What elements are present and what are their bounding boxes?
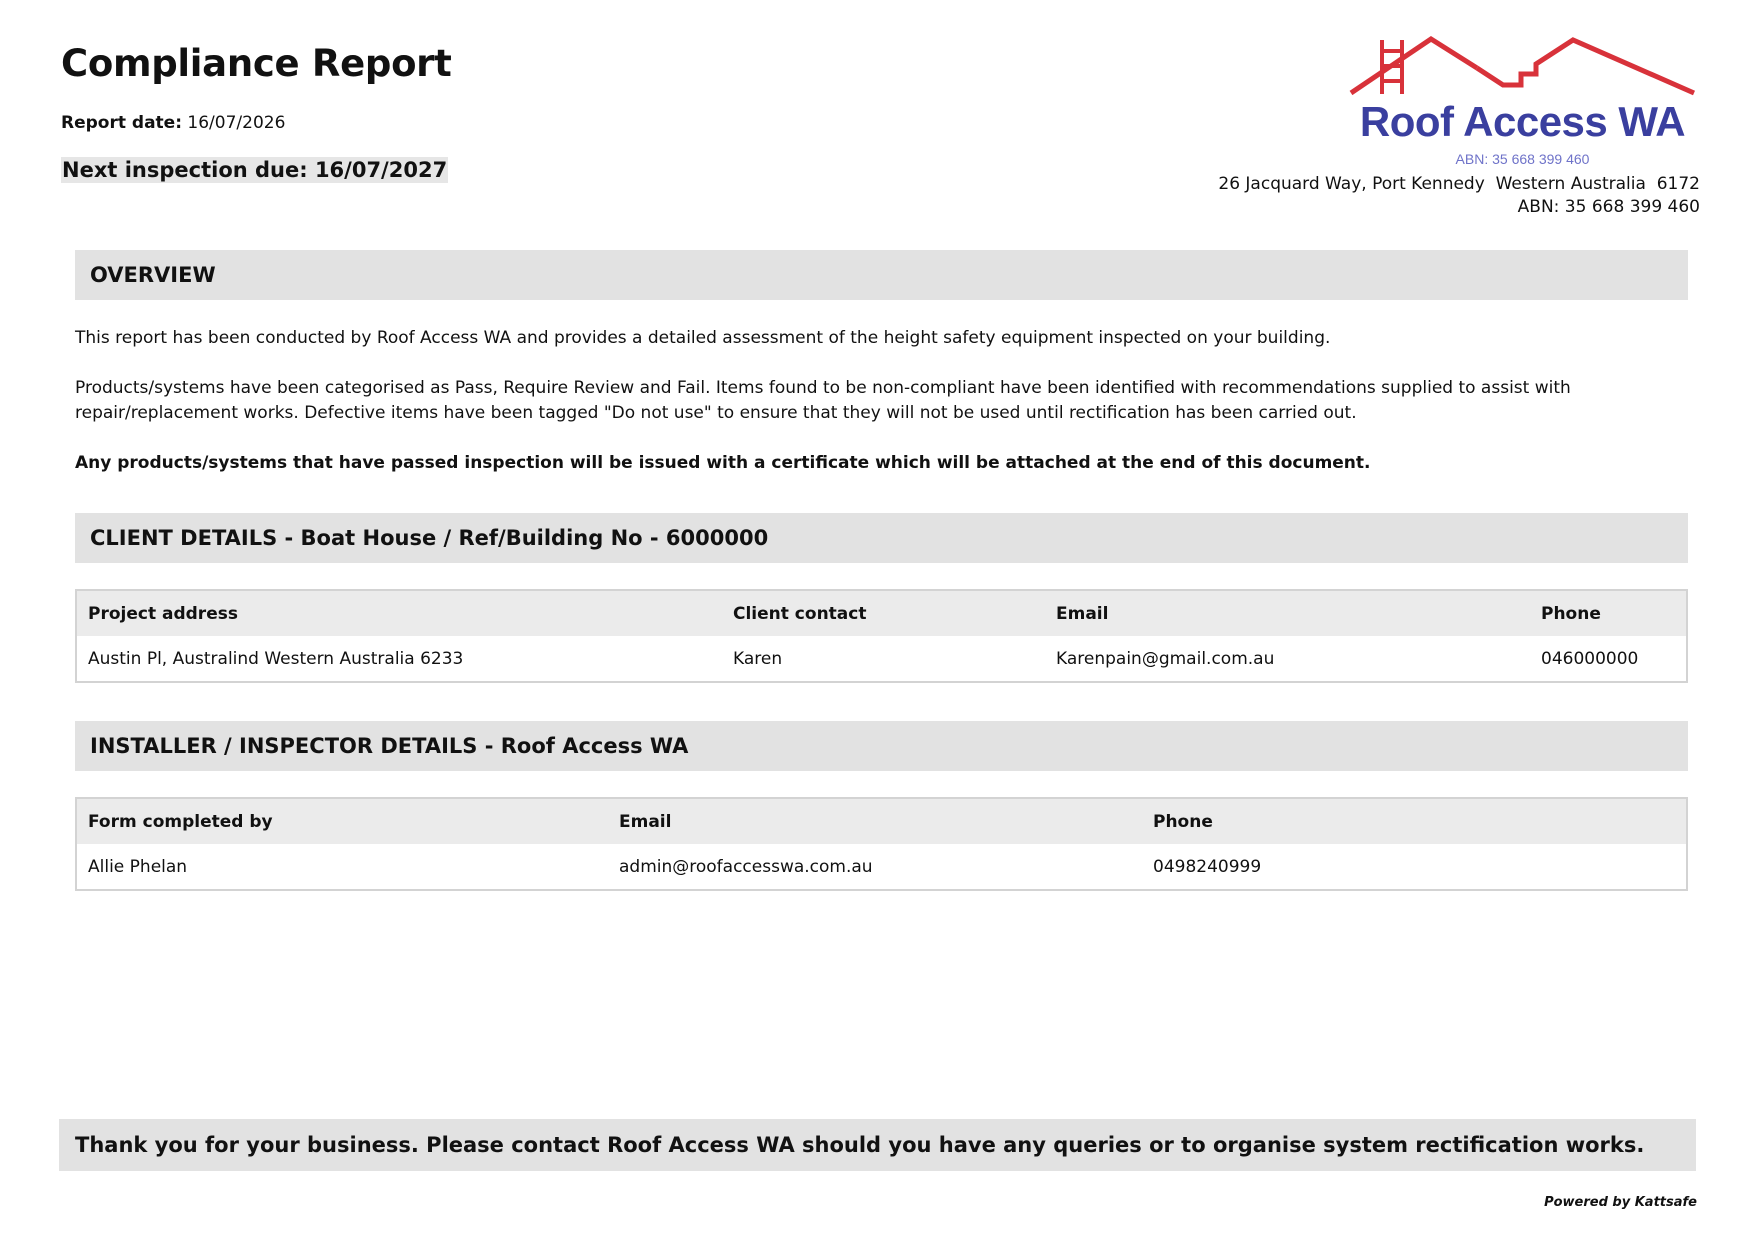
column-header: Phone: [1142, 798, 1687, 844]
column-header: Email: [608, 798, 1142, 844]
table-header-row: [76, 798, 1687, 844]
logo-wordmark: Roof Access WA: [1359, 98, 1686, 145]
table-cell: Allie Phelan: [76, 844, 608, 890]
column-header: Phone: [1530, 590, 1687, 636]
overview-paragraph-3: Any products/systems that have passed inspection will be issued with a certificate which will be attached at the end of this document.: [75, 453, 1371, 473]
table-cell: Karenpain@gmail.com.au: [1045, 636, 1530, 682]
column-header: Form completed by: [76, 798, 608, 844]
table-cell: Karen: [722, 636, 1045, 682]
overview-heading: OVERVIEW: [75, 250, 1688, 300]
overview-paragraph-1: This report has been conducted by Roof Access WA and provides a detailed assessment of the height safety equipment inspected on your building.: [75, 328, 1331, 348]
report-date: [61, 113, 285, 133]
column-header: Email: [1045, 590, 1530, 636]
next-inspection-due: Next inspection due: 16/07/2027: [62, 158, 448, 182]
table-cell: 046000000: [1530, 636, 1687, 682]
client-details-heading: CLIENT DETAILS - Boat House / Ref/Building No - 6000000: [75, 513, 1688, 563]
table-header-row: [76, 590, 1687, 636]
overview-paragraph-2: Products/systems have been categorised as Pass, Require Review and Fail. Items found to be non-compliant have been identified with recommendations supplied to assist with repair/replacement works. Defective items have been tagged "Do not use" to ensure that they will not be used until rectification has been carried out.: [75, 378, 1571, 423]
column-header: Project address: [76, 590, 722, 636]
installer-details-heading: INSTALLER / INSPECTOR DETAILS - Roof Access WA: [75, 721, 1688, 771]
logo-abn: ABN: 35 668 399 460: [1455, 151, 1590, 167]
report-date-value: 16/07/2026: [187, 113, 286, 133]
company-abn: ABN: 35 668 399 460: [1517, 197, 1700, 217]
table-cell: admin@roofaccesswa.com.au: [608, 844, 1142, 890]
report-date-label: Report date:: [61, 113, 182, 133]
powered-by: Powered by Kattsafe: [1544, 1195, 1697, 1210]
table-cell: 0498240999: [1142, 844, 1687, 890]
page-title: Compliance Report: [61, 42, 452, 85]
footer-message: Thank you for your business. Please contact Roof Access WA should you have any queries or to organise system rectification works.: [59, 1119, 1696, 1171]
installer-details-table: [75, 797, 1688, 891]
table-row: [76, 844, 1687, 890]
table-row: [76, 636, 1687, 682]
client-details-table: [75, 589, 1688, 683]
company-address: 26 Jacquard Way, Port Kennedy Western Australia 6172: [1218, 174, 1700, 194]
column-header: Client contact: [722, 590, 1045, 636]
table-cell: Austin Pl, Australind Western Australia 6233: [76, 636, 722, 682]
